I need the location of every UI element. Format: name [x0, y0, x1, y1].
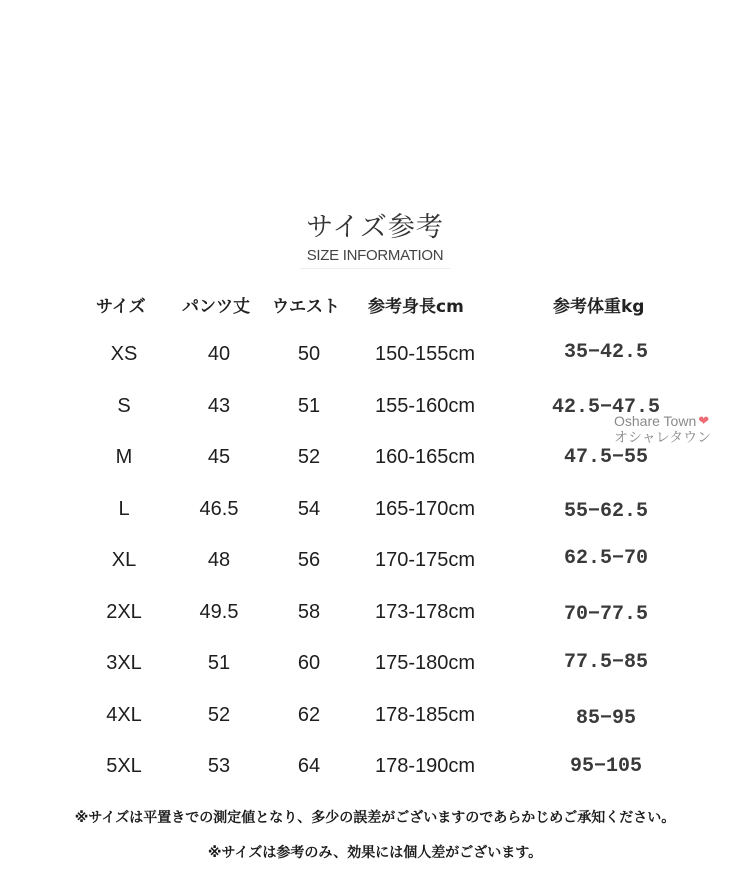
- column-header-height: 参考身長cm: [368, 297, 464, 317]
- cell-size: XL: [111, 549, 137, 571]
- cell-weight: 55−62.5: [563, 500, 649, 523]
- cell-size: 5XL: [106, 755, 142, 777]
- watermark-brand-jp: オシャレタウン: [614, 429, 712, 445]
- cell-weight: 47.5−55: [563, 446, 649, 469]
- cell-weight: 95−105: [569, 755, 643, 778]
- cell-length: 43: [207, 395, 231, 417]
- cell-height: 178-190cm: [374, 755, 476, 777]
- column-header-weight: 参考体重kg: [553, 297, 645, 317]
- cell-length: 40: [207, 343, 231, 365]
- cell-size: XS: [110, 343, 138, 365]
- cell-height: 155-160cm: [374, 395, 476, 417]
- cell-weight: 42.5−47.5: [551, 396, 661, 419]
- cell-waist: 64: [297, 755, 321, 777]
- cell-waist: 52: [297, 446, 321, 468]
- cell-weight: 35−42.5: [563, 341, 649, 364]
- note-measurement: ※サイズは平置きでの測定値となり、多少の誤差がございますのであらかじめご承知ください。: [74, 810, 676, 826]
- cell-length: 52: [207, 704, 231, 726]
- cell-length: 45: [207, 446, 231, 468]
- cell-waist: 60: [297, 652, 321, 674]
- cell-weight: 62.5−70: [563, 547, 649, 570]
- page-subtitle: SIZE INFORMATION: [306, 247, 444, 264]
- cell-waist: 62: [297, 704, 321, 726]
- cell-weight: 85−95: [575, 707, 637, 730]
- cell-waist: 56: [297, 549, 321, 571]
- cell-size: L: [118, 498, 130, 520]
- cell-size: M: [115, 446, 133, 468]
- watermark-brand: Oshare Town: [614, 413, 697, 429]
- cell-length: 48: [207, 549, 231, 571]
- cell-size: 3XL: [106, 652, 142, 674]
- cell-size: 4XL: [106, 704, 142, 726]
- cell-waist: 54: [297, 498, 321, 520]
- column-header-length: パンツ丈: [182, 297, 250, 317]
- cell-height: 165-170cm: [374, 498, 476, 520]
- cell-weight: 77.5−85: [563, 651, 649, 674]
- page-title: サイズ参考: [306, 212, 444, 243]
- cell-waist: 50: [297, 343, 321, 365]
- cell-length: 46.5: [199, 498, 239, 520]
- cell-height: 178-185cm: [374, 704, 476, 726]
- watermark: [614, 413, 711, 445]
- note-reference: ※サイズは参考のみ、効果には個人差がございます。: [207, 845, 543, 861]
- cell-length: 51: [207, 652, 231, 674]
- cell-waist: 51: [297, 395, 321, 417]
- column-header-waist: ウエスト: [272, 297, 340, 317]
- heart-icon: ❤: [698, 413, 710, 428]
- cell-height: 150-155cm: [374, 343, 476, 365]
- cell-waist: 58: [297, 601, 321, 623]
- column-header-size: サイズ: [96, 297, 146, 317]
- cell-height: 173-178cm: [374, 601, 476, 623]
- cell-size: S: [117, 395, 131, 417]
- cell-weight: 70−77.5: [563, 603, 649, 626]
- cell-size: 2XL: [106, 601, 142, 623]
- cell-height: 170-175cm: [374, 549, 476, 571]
- cell-height: 175-180cm: [374, 652, 476, 674]
- cell-length: 49.5: [199, 601, 239, 623]
- cell-length: 53: [207, 755, 231, 777]
- subtitle-divider: [300, 268, 450, 269]
- cell-height: 160-165cm: [374, 446, 476, 468]
